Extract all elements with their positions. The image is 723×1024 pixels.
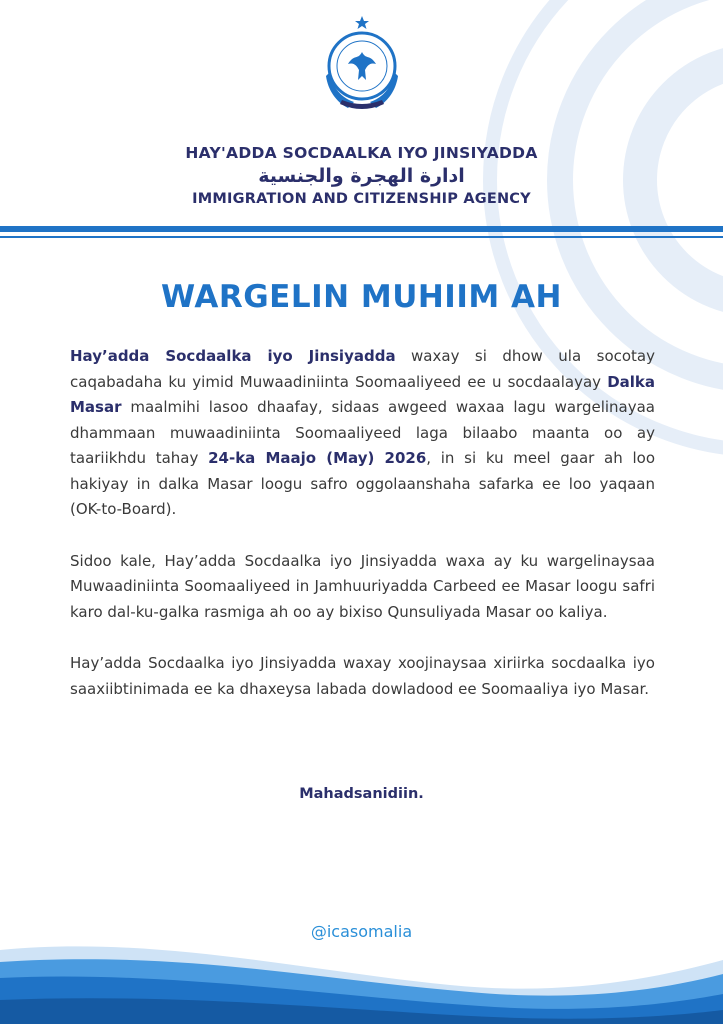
closing-line: Mahadsanidiin.: [299, 786, 424, 802]
agency-name-somali: HAY'ADDA SOCDAALKA IYO JINSIYADDA: [185, 144, 538, 162]
header-divider-thin: [0, 236, 723, 238]
eagle-star-seal-icon: [318, 14, 406, 114]
notice-body: [70, 344, 655, 728]
footer-waves: [0, 930, 723, 1024]
paragraph-2: Sidoo kale, Hay’adda Socdaalka iyo Jinsiyadda waxa ay ku wargelinaysaa Muwaadiniinta Soomaaliyeed in Jamhuuriyadda Carbeed ee Masar loogu safri karo dal-ku-galka rasmiga ah oo ay bixiso Qunsuliyada Masar oo kaliya.: [70, 551, 655, 621]
agency-name-bold: Hay’adda Socdaalka iyo Jinsiyadda: [70, 347, 396, 365]
agency-name-english: IMMIGRATION AND CITIZENSHIP AGENCY: [192, 191, 531, 207]
paragraph-1: Hay’adda Socdaalka iyo Jinsiyadda waxay si dhow ula socotay caqabadaha ku yimid Muwaadiniinta Soomaaliyeed ee u socdaalayay Dalka Masar maalmihi lasoo dhaafay, sidaas awgeed waxaa lagu wargelinayaa dhammaan muwaadiniinta Soomaaliyeed laga bilaabo maanta oo ay taariikhdu tahay 24-ka Maajo (May) 2026, in si ku meel gaar ah loo hakiyay in dalka Masar loogu safro oggolaanshaha safarka ee loo yaqaan (OK-to-Board).: [70, 347, 655, 518]
country-bold: Dalka Masar: [70, 372, 655, 416]
effective-date: 24-ka Maajo (May) 2026: [208, 449, 427, 467]
agency-name-arabic: ادارة الهجرة والجنسية: [258, 165, 465, 187]
social-handle: @icasomalia: [310, 922, 413, 941]
paragraph-3: Hay’adda Socdaalka iyo Jinsiyadda waxay xoojinaysaa xiriirka socdaalka iyo saaxiibtinimada ee ka dhaxeysa labada dowladood ee Soomaaliya iyo Masar.: [70, 654, 655, 698]
header-divider-thick: [0, 226, 723, 232]
notice-title: WARGELIN MUHIIM AH: [161, 279, 562, 315]
agency-logo: [318, 14, 406, 114]
agency-header: [0, 143, 723, 209]
